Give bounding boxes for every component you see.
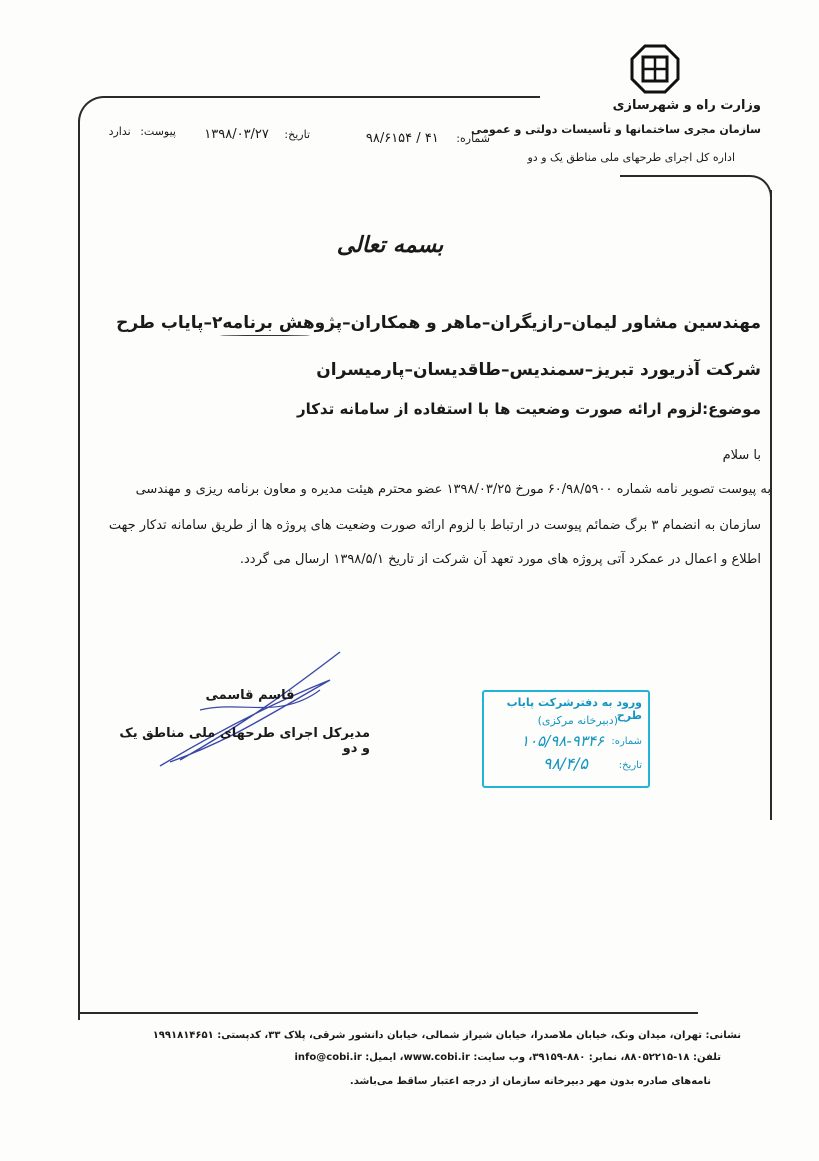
letter-number-field (340, 131, 490, 146)
footer-note: نامه‌های صادره بدون مهر دبیرخانه سازمان از درجه اعتبار ساقط می‌باشد. (349, 1076, 711, 1087)
addressee-line-2: شرکت آذریورد تبریز–سمندیس–طاقدیسان–پارمیسران (316, 360, 761, 380)
letter-date-field (180, 127, 310, 142)
organization-name: سازمان مجری ساختمانها و تأسیسات دولتی و عمومی (470, 123, 761, 136)
subject-line: موضوع:لزوم ارائه صورت وضعیت ها با استفاده از سامانه تدکار (296, 400, 761, 418)
stamp-date-label: تاریخ: (618, 760, 642, 771)
addressee-line-1: مهندسین مشاور لیمان–رازیگران–ماهر و همکاران–پژوهش برنامه۲–پایاب طرح (116, 313, 761, 333)
bismillah-heading: بسمه تعالی (336, 232, 444, 258)
letter-number-label: شماره: (456, 132, 490, 145)
greeting: با سلام (722, 448, 761, 463)
addressee-underline (220, 335, 310, 336)
received-stamp (482, 690, 650, 788)
letter-date-value: ۱۳۹۸/۰۳/۲۷ (204, 127, 269, 142)
letter-attachment-label: پیوست: (140, 125, 176, 138)
stamp-title: ورود به دفترشرکت پایاب طرح (506, 696, 642, 722)
signatory-title: مدیرکل اجرای طرحهای ملی مناطق یک و دو (119, 726, 370, 756)
letter-date-label: تاریخ: (284, 128, 310, 141)
stamp-subtitle: (دبیرخانه مرکزی) (537, 714, 618, 727)
stamp-number-label: شماره: (611, 736, 642, 747)
letter-attachment-field (90, 125, 176, 138)
letter-attachment-value: ندارد (108, 125, 131, 138)
stamp-date-value: ۹۸/۴/۵ (542, 754, 588, 773)
footer-contact: تلفن: ۱۸-۸۸۰۵۲۲۱۵، نمابر: ۸۸۰-۳۹۱۵۹، وب سایت: www.cobi.ir، ایمیل: info@cobi.ir (294, 1052, 721, 1063)
stamp-number-value: ۱۰۵/۹۸-۹۳۴۶ (521, 732, 604, 750)
ministry-name: وزارت راه و شهرسازی (612, 98, 761, 113)
body-paragraph-line-1: به پیوست تصویر نامه شماره ۶۰/۹۸/۵۹۰۰ مورخ ۱۳۹۸/۰۳/۲۵ عضو محترم هیئت مدیره و معاون برنامه ریزی و مهندسی (135, 482, 771, 497)
ministry-logo (630, 44, 680, 94)
body-paragraph-line-2: سازمان به انضمام ۳ برگ ضمائم پیوست در ارتباط با لزوم ارائه صورت وضعیت های پروژه ها از طریق سامانه تدکار جهت (108, 518, 761, 533)
body-paragraph-line-3: اطلاع و اعمال در عمکرد آتی پروژه های مورد تعهد آن شرکت از تاریخ ۱۳۹۸/۵/۱ ارسال می گردد. (239, 552, 761, 567)
letterhead-frame-right (620, 175, 772, 197)
letterhead-frame-bottom (78, 1012, 698, 1014)
department-name: اداره کل اجرای طرحهای ملی مناطق یک و دو (527, 151, 735, 164)
signatory-name: قاسم قاسمی (205, 688, 295, 703)
footer-address: نشانی: تهران، میدان ونک، خیابان ملاصدرا، خیابان شیراز شمالی، خیابان دانشور شرقی، پلاک ۳۳، کدپستی: ۱۹۹۱۸۱۴۶۵۱ (152, 1030, 741, 1041)
letter-number-value: ۴۱ / ۹۸/۶۱۵۴ (365, 131, 439, 146)
